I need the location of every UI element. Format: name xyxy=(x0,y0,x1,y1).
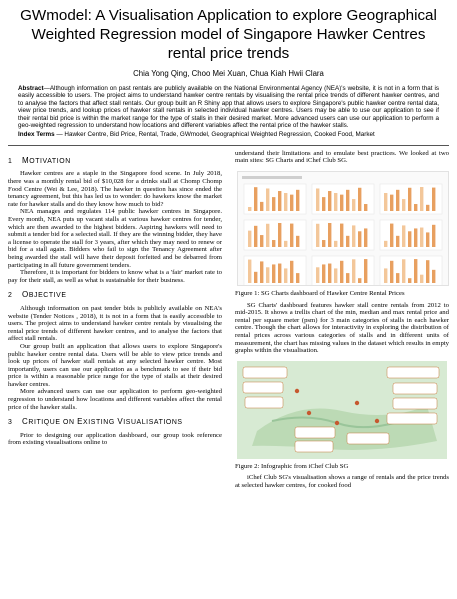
trellis-bar xyxy=(390,195,393,211)
trellis-bar xyxy=(364,204,367,211)
trellis-bar xyxy=(278,264,281,283)
figure-1-sg-charts-dashboard xyxy=(237,171,449,286)
map-pin-icon xyxy=(307,411,311,415)
trellis-bar xyxy=(254,226,257,247)
trellis-bar xyxy=(420,228,423,247)
paper-title xyxy=(8,6,449,63)
abstract-text: —Although information on past rentals are publicly available on the National Environmental Agency (NEA)'s website, it is not in a form that is easily accessible to users. The project aims to understand hawker centre rentals by visualising the rental price trends of different hawker centres, and to analyse the factors that affect stall rentals. Our group built an R Shiny app that allows users to explore Singapore's public hawker centre rental data, view price trends, and lookup prices of hawker stall rentals in selected individual hawker centres. Users may be able to use our application to see if their rental bid price is within the market range for the type of stalls in their desired market. More advanced users can use our application to perform a geo-weighted regression to understand how locations and different variables affect the rental price of the hawker stalls. xyxy=(18,85,439,130)
trellis-bar xyxy=(328,223,331,247)
trellis-bar xyxy=(408,231,411,247)
trellis-bar xyxy=(254,272,257,283)
label-box xyxy=(393,383,437,394)
trellis-bar xyxy=(278,191,281,211)
trellis-bar xyxy=(352,199,355,211)
section-heading xyxy=(8,291,222,300)
title-line: GWmodel: A Visualisation Application to explore Geographical xyxy=(20,7,437,24)
trellis-bar xyxy=(358,231,361,247)
index-terms xyxy=(18,131,439,138)
figure-1-caption: Figure 1: SG Charts dashboard of Hawker Centre Rental Prices xyxy=(235,290,405,298)
map-pin-icon xyxy=(355,401,359,405)
section-name: OTIVATION xyxy=(29,157,71,165)
section-name: XISTING xyxy=(83,419,118,427)
paragraph: More advanced users can use our application to perform geo-weighted regression to understand how locations and different variables affect the rental price of the hawker stalls. xyxy=(8,388,222,411)
trellis-panels xyxy=(244,184,442,285)
section-initial: M xyxy=(22,155,30,165)
trellis-bar xyxy=(432,225,435,247)
left-column xyxy=(8,150,222,490)
trellis-bar xyxy=(334,241,337,247)
trellis-bar xyxy=(396,273,399,283)
trellis-bar xyxy=(426,205,429,211)
map-pin-icon xyxy=(295,389,299,393)
trellis-bar xyxy=(248,260,251,283)
section-number: 1 xyxy=(8,157,13,165)
trellis-bar xyxy=(384,241,387,247)
section-initial: C xyxy=(22,417,29,427)
label-box xyxy=(245,397,283,408)
trellis-bar xyxy=(260,261,263,283)
trellis-bar xyxy=(328,264,331,283)
trellis-bar xyxy=(408,188,411,211)
two-columns xyxy=(8,150,449,490)
figure-2-caption: Figure 2: Infographic from iChef Club SG xyxy=(235,462,349,470)
label-box xyxy=(347,433,389,444)
trellis-bar xyxy=(266,224,269,247)
trellis-bar xyxy=(266,267,269,283)
trellis-bar xyxy=(272,240,275,247)
trellis-bar xyxy=(402,225,405,247)
map-pin-icon xyxy=(335,421,339,425)
label-box xyxy=(295,427,335,438)
trellis-bar xyxy=(364,259,367,283)
trellis-bar xyxy=(290,261,293,283)
trellis-bar xyxy=(334,268,337,283)
trellis-bar xyxy=(322,240,325,247)
trellis-bar xyxy=(248,207,251,211)
label-box xyxy=(243,367,287,378)
trellis-bar xyxy=(340,195,343,211)
trellis-bar xyxy=(352,225,355,247)
index-text: — Hawker Centre, Bid Price, Rental, Trade, GWmodel, Geographical Weighted Regression, Cooked Food, Market xyxy=(54,131,375,139)
title-line: rental price trends xyxy=(167,45,290,62)
trellis-bar xyxy=(396,236,399,247)
trellis-bar xyxy=(384,268,387,283)
trellis-bar xyxy=(432,270,435,283)
title-line: Weighted Regression model of Singapore Hawker Centres xyxy=(31,26,426,43)
trellis-bar xyxy=(284,268,287,283)
section-name: BJECTIVE xyxy=(28,292,67,300)
paragraph: Prior to designing our application dashboard, our group took reference from existing visualisations online to xyxy=(8,431,222,447)
trellis-bar xyxy=(408,278,411,283)
trellis-bar xyxy=(346,236,349,247)
paragraph: Hawker centres are a staple in the Singapore food scene. In July 2018, there was a monthly rental bid of $10,028 for a drinks stall at Chomp Chomp Food Centre (Wei & Lee, 2018). The hawker in question has since ended the tenancy agreement, but this has led us to wonder: do hawkers know the market rate for hawker stalls and do they know how much to bid? xyxy=(8,170,222,208)
trellis-bar xyxy=(414,228,417,247)
section-heading xyxy=(8,157,222,166)
trellis-bar xyxy=(384,193,387,211)
trellis-bar xyxy=(284,241,287,247)
trellis-bar xyxy=(358,188,361,211)
paragraph: NEA manages and regulates 114 public hawker centres in Singapore. Every month, NEA puts up vacant stalls at various hawker centres for tender, which are then awarded to the highest bidders. Aspiring hawkers will need to submit a tender bid for a selected stall. If they are the winning bidder, they have a license to operate the stall for 3 years, after which they may need to renew or bid for a stall again. Bidders who fail to sign the Tenancy Agreement after being awarded the stall will have their deposit forfeited and be debarred from participating in all future government tenders. xyxy=(8,208,222,269)
trellis-bar xyxy=(322,264,325,283)
section-heading xyxy=(8,418,222,427)
paragraph: understand their limitations and to emulate best practices. We looked at two main sites: SG Charts and iChef Club SG. xyxy=(235,149,449,165)
trellis-bar xyxy=(334,193,337,211)
authors: Chia Yong Qing, Choo Mei Xuan, Chua Kiah Hwii Clara xyxy=(133,69,324,78)
trellis-bar xyxy=(396,190,399,211)
section-initial: E xyxy=(77,417,84,427)
trellis-bar xyxy=(278,223,281,247)
trellis-bar xyxy=(322,197,325,211)
divider xyxy=(8,145,449,146)
trellis-bar xyxy=(290,224,293,247)
trellis-bar xyxy=(346,190,349,211)
section-number: 2 xyxy=(8,292,13,300)
trellis-bar xyxy=(402,199,405,211)
trellis-bar xyxy=(296,273,299,283)
trellis-bar xyxy=(316,267,319,283)
trellis-bar xyxy=(358,278,361,283)
trellis-bar xyxy=(260,202,263,211)
trellis-bar xyxy=(420,187,423,211)
section-initial: O xyxy=(22,290,29,300)
map-pin-icon xyxy=(375,419,379,423)
trellis-bar xyxy=(254,187,257,211)
figure-2-ichef-infographic xyxy=(237,361,447,459)
abstract-label: Abstract xyxy=(18,85,44,92)
label-box xyxy=(387,367,439,378)
paragraph: iChef Club SG's visualisation shows a range of rentals and the price trends at selected hawker centres, for cooked food xyxy=(235,474,449,489)
trellis-bar xyxy=(272,197,275,211)
paragraph: Our group built an application that allows users to explore Singapore's public hawker centre rental data. Users will be able to view price trends and look up prices of hawker stall rentals at any selected hawker centre. Most importantly, users can use our application as a benchmark to see if their bid price is within a reasonable price range for the type of stalls at their desired hawker centres. xyxy=(8,342,222,388)
index-label: Index Terms xyxy=(18,131,55,139)
trellis-bar xyxy=(420,275,423,283)
trellis-bar xyxy=(248,231,251,247)
trellis-bar xyxy=(260,235,263,247)
trellis-bar xyxy=(296,190,299,211)
section-number: 3 xyxy=(8,419,13,427)
trellis-bar xyxy=(316,224,319,247)
trellis-bar xyxy=(340,224,343,247)
trellis-bar xyxy=(346,273,349,283)
trellis-bar xyxy=(426,232,429,247)
trellis-bar xyxy=(284,193,287,211)
section-initial: V xyxy=(117,417,124,427)
dashboard-header-bar xyxy=(242,176,302,179)
dashboard-thumbnail xyxy=(238,172,448,285)
paragraph: SG Charts' dashboard features hawker stall centre rentals from 2012 to mid-2015. It shows a trellis chart of the min, median and max rental price and rental per square meter (psm) for 3 main categories of stalls in each hawker centre. Though the chart allows for interactivity in exploring the distribution of rental prices across various categories of stalls and in different units of measurement, the chart has missing values in the dataset which results in empty graphs within the visualisation. xyxy=(235,301,449,355)
trellis-bar xyxy=(414,204,417,211)
trellis-bar xyxy=(316,189,319,212)
trellis-bar xyxy=(340,261,343,283)
trellis-bar xyxy=(364,228,367,247)
paragraph: Therefore, it is important for bidders to know what is a 'fair' market rate to pay for their stall, as well as what is sustainable for their business. xyxy=(8,269,222,284)
right-column xyxy=(235,150,449,490)
label-box xyxy=(243,382,283,393)
trellis-bar xyxy=(296,236,299,247)
label-box xyxy=(295,441,333,452)
trellis-bar xyxy=(426,260,429,283)
trellis-bar xyxy=(266,189,269,212)
trellis-bar xyxy=(390,224,393,247)
trellis-bar xyxy=(432,188,435,211)
section-name: ISUALISATIONS xyxy=(123,419,183,427)
infographic-map xyxy=(237,361,447,459)
trellis-bar xyxy=(352,259,355,283)
trellis-bar xyxy=(390,261,393,283)
trellis-bar xyxy=(328,191,331,211)
section-name: RITIQUE ON xyxy=(28,419,78,427)
trellis-bar xyxy=(272,264,275,283)
label-box xyxy=(387,413,437,424)
paragraph: Although information on past tender bids is publicly available on NEA's website (Tender Notices , 2018), it is not in a form that is easily accessible to users. The project aims to understand hawker centre rentals by visualising the rental price trends of different hawker centres, and to analyse the factors that affect stall rentals. xyxy=(8,304,222,343)
trellis-bar xyxy=(414,259,417,283)
abstract xyxy=(18,85,439,129)
label-box xyxy=(393,398,437,409)
trellis-bar xyxy=(290,195,293,211)
trellis-bar xyxy=(402,259,405,283)
